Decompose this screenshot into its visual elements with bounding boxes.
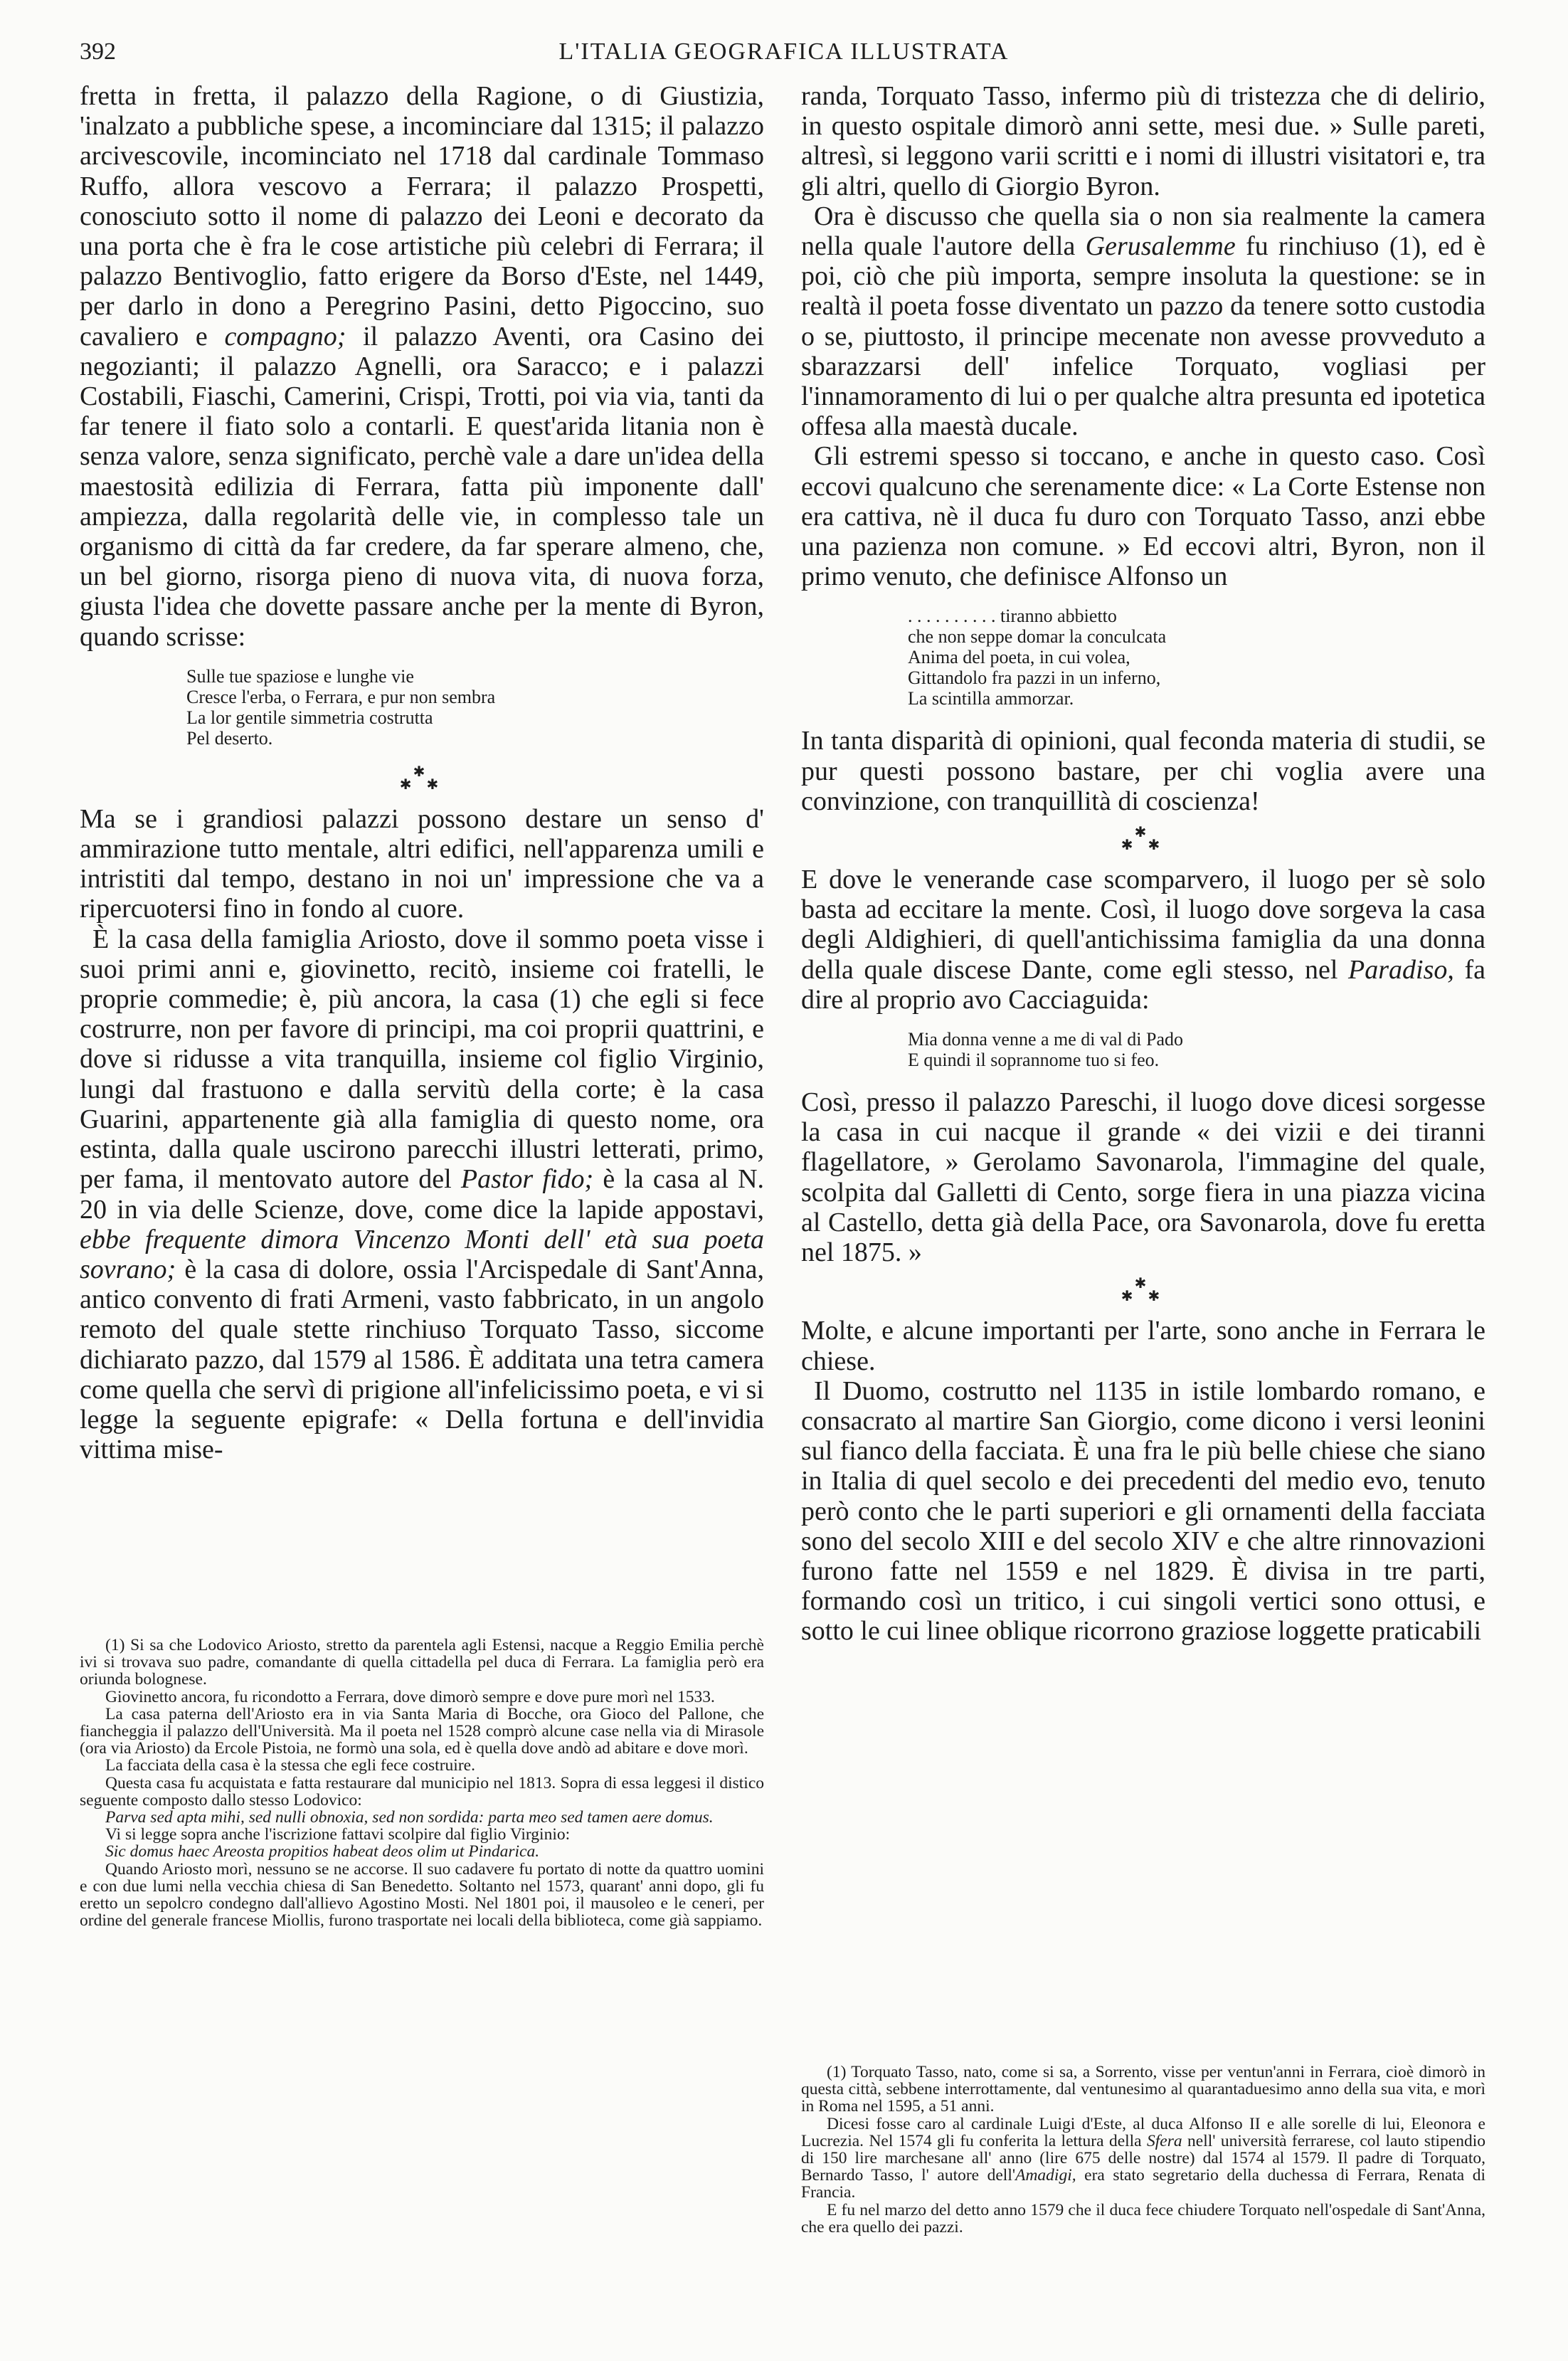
left-paragraph-1: fretta in fretta, il palazzo della Ragione, o di Giustizia, 'inalzato a pubbliche spese, a incominciare dal 1315; il palazzo arcivescovile, incominciato nel 1718 dal cardinale Tommaso Ruffo, allora vescovo a Ferrara; il palazzo Prospetti, conosciuto sotto il nome di palazzo dei Leoni e decorato da una porta che è fra le cose artistiche più celebri di Ferrara; il palazzo Bentivoglio, fatto erigere da Borso d'Este, nel 1449, per darlo in dono a Peregrino Pasini, detto Pigoccino, suo cavaliero e compagno; il palazzo Aventi, ora Casino dei negozianti; il palazzo Agnelli, ora Saracco; e i palazzi Costabili, Fiaschi, Camerini, Crispi, Trotti, poi via via, tanti da far tenere il fiato solo a contarli. E quest'arida litania non è senza valore, senza significato, perchè vale a dare un'idea della maestosità edilizia di Ferrara, fatta più imponente dall' ampiezza, dalla regolarità delle vie, in complesso tale un organismo di città da far credere, da far sperare almeno, che, un bel giorno, risorga pieno di nuova vita, di nuova forza, giusta l'idea che dovette passare anche per la mente di Byron, quando scrisse: — [80, 81, 765, 652]
footnote: La facciata della casa è la stessa che egli fece costruire. — [105, 1756, 475, 1775]
byron-tyrant-quote: . . . . . . . . . . tiranno abbietto che non seppe domar la conculcata Anima del poeta, in cui volea, Gittandolo fra pazzi in un inferno, La scintilla ammorzar. — [908, 606, 1167, 709]
footnote: Vi si legge sopra anche l'iscrizione fattavi scolpire dal figlio Virginio: — [105, 1825, 571, 1844]
section-separator: ✱ ✱ ✱ — [1121, 825, 1166, 854]
right-paragraph-7: Molte, e alcune importanti per l'arte, sono anche in Ferrara le chiese. — [801, 1316, 1485, 1376]
footnote: E fu nel marzo del detto anno 1579 che il duca fece chiudere Torquato nell'ospedale di Sant'Anna, che era quello dei pazzi. — [801, 2200, 1485, 2236]
footnote: Giovinetto ancora, fu ricondotto a Ferrara, dove dimorò sempre e dove pure morì nel 1533. — [105, 1687, 715, 1706]
right-paragraph-8: Il Duomo, costrutto nel 1135 in istile lombardo romano, e consacrato al martire San Giorgio, come dicono i versi leonini sul fianco della facciata. È una fra le più belle chiese che siano in Italia di quel secolo e dei precedenti del medio evo, tenuto però conto che le parti superiori e gli ornamenti della facciata sono del secolo XIII e del secolo XIV e che altre rinnovazioni furono fatte nel 1559 e nel 1829. È divisa in tre parti, formando così un tritico, i cui singoli vertici sono ottusi, e sotto le cui linee oblique ricorrono graziose loggette praticabili — [801, 1375, 1485, 1647]
section-separator: ✱ ✱ ✱ — [399, 764, 445, 793]
left-paragraph-2: Ma se i grandiosi palazzi possono destare un senso d' ammirazione tutto mentale, altri edifici, nell'apparenza umili e intristiti dal tempo, destano in noi un' impressione che va a ripercuotersi fino in fondo al cuore. — [80, 803, 764, 924]
byron-quote: Sulle tue spaziose e lunghe vie Cresce l'erba, o Ferrara, e pur non sembra La lor gentile simmetria costrutta Pel deserto. — [186, 665, 496, 749]
page-header — [80, 31, 1488, 74]
left-column — [80, 81, 764, 1464]
right-paragraph-1: randa, Torquato Tasso, infermo più di tristezza che di delirio, in questo ospitale dimorò anni sette, mesi due. » Sulle pareti, altresì, si leggono varii scritti e i nomi di illustri visitatori e, tra gli altri, quello di Giorgio Byron. — [801, 81, 1485, 201]
section-separator: ✱ ✱ ✱ — [1121, 1276, 1166, 1305]
footnote-latin-distich: Parva sed apta mihi, sed nulli obnoxia, sed non sordida: parta meo sed tamen aere domus. — [105, 1808, 714, 1827]
footnote: (1) Si sa che Lodovico Ariosto, stretto da parentela agli Estensi, nacque a Reggio Emilia perchè ivi si trovava suo padre, comandante di quella cittadella pel duca di Ferrara. La famiglia però era oriunda bolognese. — [80, 1636, 764, 1689]
running-title: L'ITALIA GEOGRAFICA ILLUSTRATA — [558, 38, 1010, 65]
right-paragraph-5: E dove le venerande case scomparvero, il luogo per sè solo basta ad eccitare la mente. Così, il luogo dove sorgeva la casa degli Aldighieri, di quell'antichissima famiglia da una donna della quale discese Dante, come egli stesso, nel Paradiso, fa dire al proprio avo Cacciaguida: — [801, 865, 1486, 1015]
right-paragraph-2: Ora è discusso che quella sia o non sia realmente la camera nella quale l'autore della Gerusalemme fu rinchiuso (1), ed è poi, ciò che più importa, sempre insoluta la questione: se in realtà il poeta fosse diventato un pazzo da tenere sotto custodia o se, piuttosto, il principe mecenate non avesse provveduto a sbarazzarsi dell' infelice Torquato, vogliasi per l'innamoramento di lui o per qualche altra presunta ed ipotetica offesa alla maestà ducale. — [801, 201, 1486, 442]
footnote: Dicesi fosse caro al cardinale Luigi d'Este, al duca Alfonso II e alle sorelle di lui, Eleonora e Lucrezia. Nel 1574 gli fu conferita la lettura della Sfera nell' università ferrarese, col lauto stipendio di 150 lire marchesane all' anno (lire 675 delle nostre) dal 1574 al 1579. Il padre di Torquato, Bernardo Tasso, l' autore dell'Amadigi, era stato segretario della duchessa di Ferrara, Renata di Francia. — [801, 2114, 1486, 2202]
left-footnotes — [80, 1637, 764, 1929]
page-number: 392 — [80, 38, 116, 65]
right-column — [801, 81, 1485, 1647]
right-paragraph-6: Così, presso il palazzo Pareschi, il luogo dove dicesi sorgesse la casa in cui nacque il grande « dei vizii e dei tiranni flagellatore, » Gerolamo Savonarola, l'immagine del quale, scolpita dal Galletti di Cento, sorge fiera in una piazza vicina al Castello, detta già della Pace, ora Savonarola, dove fu eretta nel 1875. » — [801, 1087, 1485, 1268]
right-paragraph-4: In tanta disparità di opinioni, qual feconda materia di studii, se pur questi possono bastare, per chi voglia avere una convinzione, con tranquillità di coscienza! — [801, 726, 1485, 816]
footnote: La casa paterna dell'Ariosto era in via Santa Maria di Bocche, ora Gioco del Pallone, che fiancheggia il palazzo dell'Università. Ma il poeta nel 1528 comprò alcune case nella via di Mirasole (ora via Ariosto) da Ercole Pistoia, ne formò una sola, ed è quella dove andò ad abitare e dove morì. — [80, 1704, 764, 1758]
right-footnotes — [801, 2064, 1485, 2236]
dante-quote: Mia donna venne a me di val di Pado E quindi il soprannome tuo si feo. — [908, 1029, 1184, 1071]
footnote: Questa casa fu acquistata e fatta restaurare dal municipio nel 1813. Sopra di essa leggesi il distico seguente composto dallo stesso Lodovico: — [80, 1773, 764, 1810]
footnote: (1) Torquato Tasso, nato, come si sa, a Sorrento, visse per ventun'anni in Ferrara, cioè dimorò in questa città, sebbene interrottamente, dal ventunesimo al quarantaduesimo anno della sua vita, e morì in Roma nel 1595, a 51 anni. — [801, 2063, 1485, 2116]
right-paragraph-3: Gli estremi spesso si toccano, e anche in questo caso. Così eccovi qualcuno che serenamente dice: « La Corte Estense non era cattiva, nè il duca fu duro con Torquato Tasso, anzi ebbe una pazienza non comune. » Ed eccovi altri, Byron, non il primo venuto, che definisce Alfonso un — [801, 441, 1485, 592]
footnote-latin-inscription: Sic domus haec Areosta propitios habeat deos olim ut Pindarica. — [105, 1842, 540, 1861]
footnote: Quando Ariosto morì, nessuno se ne accorse. Il suo cadavere fu portato di notte da quattro uomini e con due lumi nella vecchia chiesa di San Benedetto. Soltanto nel 1573, quarant' anni dopo, gli fu eretto un sepolcro condegno dall'allievo Agostino Mosti. Nel 1801 poi, il mausoleo e le ceneri, per ordine del generale francese Miollis, furono trasportate nei locali della biblioteca, come già sappiamo. — [80, 1859, 764, 1930]
left-paragraph-3: È la casa della famiglia Ariosto, dove il sommo poeta visse i suoi primi anni e, giovinetto, recitò, insieme coi fratelli, le proprie commedie; è, più ancora, la casa (1) che egli si fece costrurre, non per favore di principi, ma coi proprii quattrini, e dove si ridusse a vita tranquilla, insieme col figlio Virginio, lungi dal frastuono e dalla servitù della corte; è la casa Guarini, appartenente già alla famiglia di questo nome, ora estinta, dalla quale uscirono parecchi illustri letterati, primo, per fama, il mentovato autore del Pastor fido; è la casa al N. 20 in via delle Scienze, dove, come dice la lapide appostavi, ebbe frequente dimora Vincenzo Monti dell' età sua poeta sovrano; è la casa di dolore, ossia l'Arcispedale di Sant'Anna, antico convento di frati Armeni, vasto fabbricato, in un angolo remoto del quale stette rinchiuso Torquato Tasso, siccome dichiarato pazzo, dal 1579 al 1586. È additata una tetra camera come quella che servì di prigione all'infelicissimo poeta, e vi si legge la seguente epigrafe: « Della fortuna e dell'invidia vittima mise- — [80, 924, 765, 1465]
